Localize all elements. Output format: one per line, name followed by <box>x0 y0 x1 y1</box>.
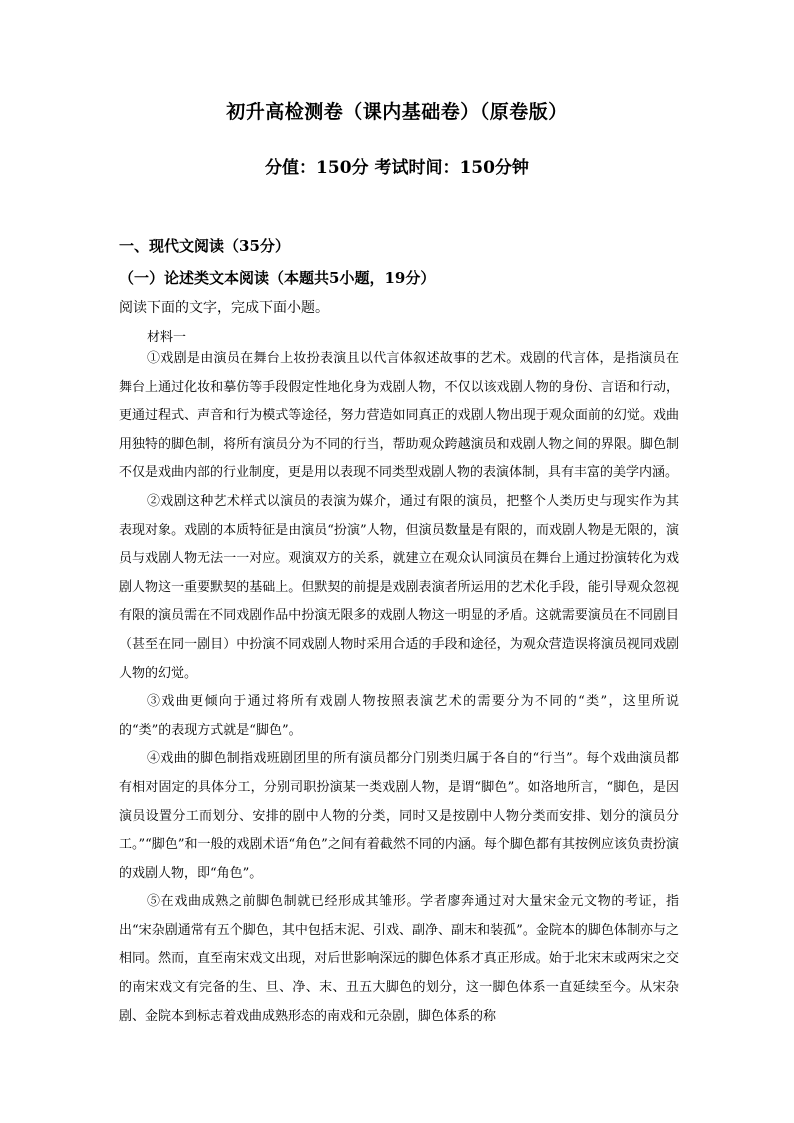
score-time-subtitle: 分值：150分 考试时间：150分钟 <box>265 158 529 178</box>
section-heading: 一、现代文阅读（35分） <box>119 237 290 255</box>
paragraph-3: ③戏曲更倾向于通过将所有戏剧人物按照表演艺术的需要分为不同的“类”，这里所说的“类”的表现方式就是“脚色”。 <box>119 694 679 738</box>
subsection-heading: （一）论述类文本阅读（本题共5小题，19分） <box>119 269 436 287</box>
reading-instruction: 阅读下面的文字，完成下面小题。 <box>119 300 329 316</box>
paragraph-4: ④戏曲的脚色制指戏班剧团里的所有演员都分门别类归属于各自的“行当”。每个戏曲演员都有相对固定的具体分工，分别司职扮演某一类戏剧人物，是谓“脚色”。如洛地所言，“脚色，是因演员设置分工而划分、安排的剧中人物的分类，同时又是按剧中人物分类而安排、划分的演员分工。”“脚色”和一般的戏剧术语“角色”之间有着截然不同的内涵。每个脚色都有其按例应该负责扮演的戏剧人物，即“角色”。 <box>119 751 679 881</box>
paragraph-2: ②戏剧这种艺术样式以演员的表演为媒介，通过有限的演员，把整个人类历史与现实作为其表现对象。戏剧的本质特征是由演员“扮演”人物，但演员数量是有限的，而戏剧人物是无限的，演员与戏剧人物无法一一对应。观演双方的关系，就建立在观众认同演员在舞台上通过扮演转化为戏剧人物这一重要默契的基础上。但默契的前提是戏剧表演者所运用的艺术化手段，能引导观众忽视有限的演员需在不同戏剧作品中扮演无限多的戏剧人物这一明显的矛盾。这就需要演员在不同剧目（甚至在同一剧目）中扮演不同戏剧人物时采用合适的手段和途径，为观众营造误将演员视同戏剧人物的幻觉。 <box>119 493 679 681</box>
paragraph-1: ①戏剧是由演员在舞台上妆扮表演且以代言体叙述故事的艺术。戏剧的代言体，是指演员在舞台上通过化妆和摹仿等手段假定性地化身为戏剧人物，不仅以该戏剧人物的身份、言语和行动，更通过程式、声音和行为模式等途径，努力营造如同真正的戏剧人物出现于观众面前的幻觉。戏曲用独特的脚色制，将所有演员分为不同的行当，帮助观众跨越演员和戏剧人物之间的界限。脚色制不仅是戏曲内部的行业制度，更是用以表现不同类型戏剧人物的表演体制，具有丰富的美学内涵。 <box>119 351 679 481</box>
material-label: 材料一 <box>147 330 187 345</box>
paragraph-5: ⑤在戏曲成熟之前脚色制就已经形成其雏形。学者廖奔通过对大量宋金元文物的考证，指出“宋杂剧通常有五个脚色，其中包括末泥、引戏、副净、副末和装孤”。金院本的脚色体制亦与之相同。然而，直至南宋戏文出现，对后世影响深远的脚色体系才真正形成。始于北宋末或两宋之交的南宋戏文有完备的生、旦、净、末、丑五大脚色的划分，这一脚色体系一直延续至今。从宋杂剧、金院本到标志着戏曲成熟形态的南戏和元杂剧，脚色体系的称 <box>119 894 679 1024</box>
page-title: 初升高检测卷（课内基础卷）（原卷版） <box>226 101 568 123</box>
article-body <box>119 345 679 1031</box>
